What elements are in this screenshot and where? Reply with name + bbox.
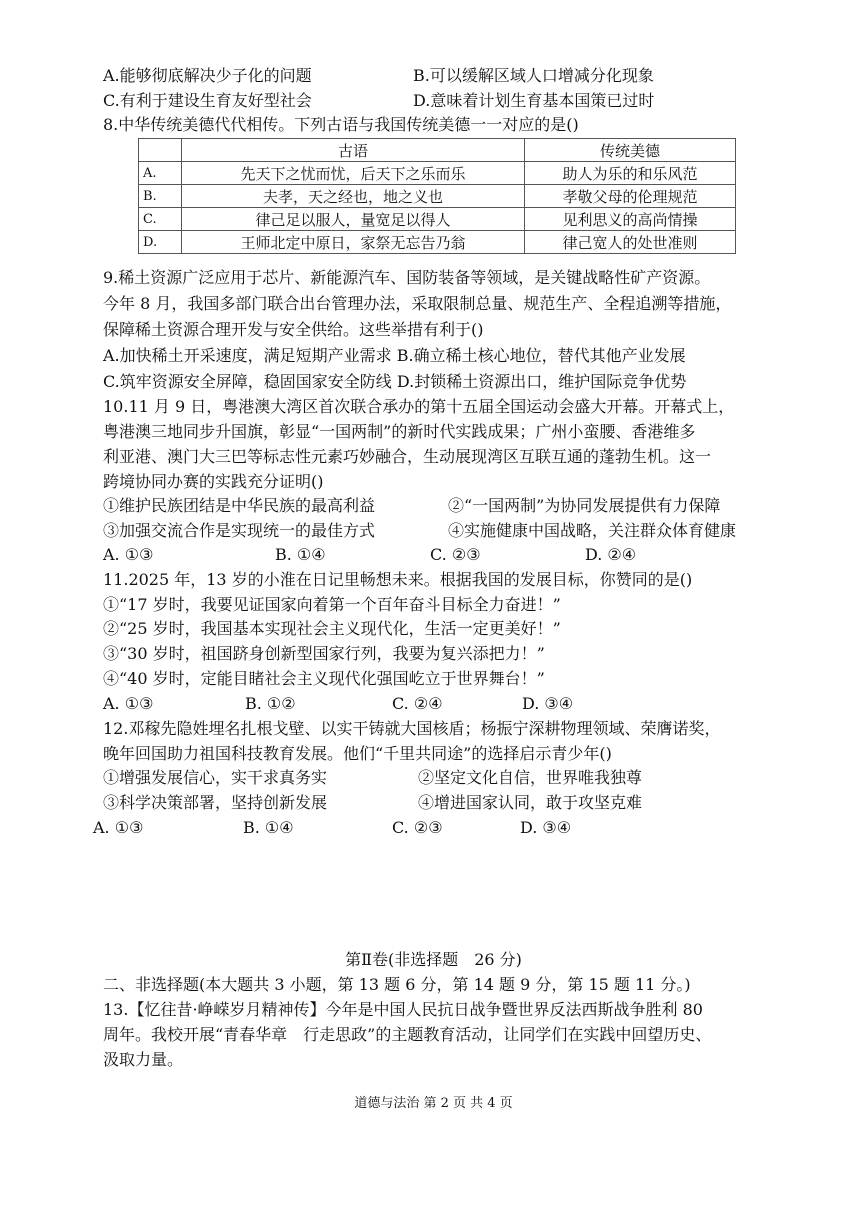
- q9-line: 今年 8 月，我国多部门联合出台管理办法，采取限制总量、规范生产、全程追溯等措施，: [103, 294, 732, 313]
- q10-line: 利亚港、澳门大三巴等标志性元素巧妙融合，生动展现湾区互联互通的蓬勃生机。这一: [103, 447, 712, 466]
- q9-options-cd: C.筑牢资源安全屏障，稳固国家安全防线 D.封锁稀土资源出口，维护国际竞争优势: [103, 372, 687, 391]
- q12-item-4: ④增进国家认同，敢于攻坚克难: [418, 793, 643, 812]
- q8-table: [138, 138, 736, 254]
- q8-stem: 8.中华传统美德代代相传。下列古语与我国传统美德一一对应的是(): [103, 115, 579, 134]
- part2-title: 第Ⅱ卷(非选择题 26 分): [345, 950, 522, 969]
- q11-stem: 11.2025 年，13 岁的小淮在日记里畅想未来。根据我国的发展目标，你赞同的是(): [103, 570, 693, 589]
- q12-choice-a: A. ①③: [93, 818, 144, 837]
- q7-option-c: C.有利于建设生育友好型社会: [103, 91, 312, 110]
- q7-option-d: D.意味着计划生育基本国策已过时: [413, 91, 655, 110]
- row-letter: D.: [139, 231, 182, 254]
- q11-item-3: ③“30 岁时，祖国跻身创新型国家行列，我要为复兴添把力！”: [103, 644, 545, 663]
- q11-item-4: ④“40 岁时，定能目睹社会主义现代化强国屹立于世界舞台！”: [103, 669, 545, 688]
- q12-choice-b: B. ①④: [243, 818, 294, 837]
- q11-choice-d: D. ③④: [522, 694, 574, 713]
- q9-options-ab: A.加快稀土开采速度，满足短期产业需求 B.确立稀土核心地位，替代其他产业发展: [103, 346, 686, 365]
- row-letter: C.: [139, 208, 182, 231]
- row-letter: A.: [139, 162, 182, 185]
- row-virtue: 孝敬父母的伦理规范: [524, 185, 735, 208]
- table-header-row: [139, 139, 736, 162]
- row-saying: 夫孝，天之经也，地之义也: [182, 185, 525, 208]
- table-row: [139, 231, 736, 254]
- q10-line: 跨境协同办赛的实践充分证明(): [103, 472, 324, 491]
- q10-item-4: ④实施健康中国战略，关注群众体育健康: [448, 521, 737, 540]
- row-saying: 王师北定中原日，家祭无忘告乃翁: [182, 231, 525, 254]
- q11-choice-b: B. ①②: [245, 694, 296, 713]
- table-header-saying: 古语: [182, 139, 525, 162]
- q10-choice-b: B. ①④: [275, 545, 326, 564]
- q7-option-b: B.可以缓解区域人口增减分化现象: [413, 66, 654, 85]
- part2-section-heading: 二、非选择题(本大题共 3 小题，第 13 题 6 分，第 14 题 9 分，第 15 题 11 分。): [103, 975, 691, 994]
- row-virtue: 律己宽人的处世准则: [524, 231, 735, 254]
- q7-option-a: A.能够彻底解决少子化的问题: [103, 66, 312, 85]
- q12-choice-c: C. ②③: [392, 818, 443, 837]
- table-row: [139, 208, 736, 231]
- q12-item-3: ③科学决策部署，坚持创新发展: [103, 793, 328, 812]
- q9-line: 保障稀土资源合理开发与安全供给。这些举措有利于(): [103, 320, 484, 339]
- page-footer: 道德与法治 第 2 页 共 4 页: [354, 1096, 513, 1111]
- q10-choice-a: A. ①③: [103, 545, 154, 564]
- row-virtue: 助人为乐的和乐风范: [524, 162, 735, 185]
- row-saying: 律己足以服人，量宽足以得人: [182, 208, 525, 231]
- q10-line: 10.11 月 9 日，粤港澳大湾区首次联合承办的第十五届全国运动会盛大开幕。开幕式上，: [103, 397, 735, 416]
- q12-line: 12.邓稼先隐姓埋名扎根戈壁、以实干铸就大国核盾；杨振宁深耕物理领域、荣膺诺奖，: [103, 719, 721, 738]
- table-cell: [139, 139, 182, 162]
- row-letter: B.: [139, 185, 182, 208]
- table-header-virtue: 传统美德: [524, 139, 735, 162]
- table-row: [139, 185, 736, 208]
- q13-line: 汲取力量。: [103, 1050, 184, 1069]
- q11-item-1: ①“17 岁时，我要见证国家向着第一个百年奋斗目标全力奋进！”: [103, 595, 561, 614]
- q12-choice-d: D. ③④: [520, 818, 572, 837]
- q10-choice-d: D. ②④: [585, 545, 637, 564]
- q13-line: 13.【忆往昔·峥嵘岁月精神传】今年是中国人民抗日战争暨世界反法西斯战争胜利 80: [103, 1000, 703, 1019]
- q12-item-2: ②坚定文化自信，世界唯我独尊: [418, 768, 643, 787]
- q10-item-2: ②“一国两制”为协同发展提供有力保障: [448, 496, 721, 515]
- q10-item-3: ③加强交流合作是实现统一的最佳方式: [103, 521, 376, 540]
- q11-item-2: ②“25 岁时，我国基本实现社会主义现代化，生活一定更美好！”: [103, 619, 561, 638]
- row-virtue: 见利思义的高尚情操: [524, 208, 735, 231]
- q12-line: 晚年回国助力祖国科技教育发展。他们“千里共同途”的选择启示青少年(): [103, 744, 612, 763]
- q10-choice-c: C. ②③: [430, 545, 481, 564]
- q10-line: 粤港澳三地同步升国旗，彰显“一国两制”的新时代实践成果；广州小蛮腰、香港维多: [103, 422, 696, 441]
- q13-line: 周年。我校开展“青春华章 行走思政”的主题教育活动，让同学们在实践中回望历史、: [103, 1025, 712, 1044]
- row-saying: 先天下之忧而忧，后天下之乐而乐: [182, 162, 525, 185]
- q11-choice-a: A. ①③: [103, 694, 154, 713]
- q12-item-1: ①增强发展信心，实干求真务实: [103, 768, 328, 787]
- q10-item-1: ①维护民族团结是中华民族的最高利益: [103, 496, 376, 515]
- table-row: [139, 162, 736, 185]
- q11-choice-c: C. ②④: [392, 694, 443, 713]
- q9-line: 9.稀土资源广泛应用于芯片、新能源汽车、国防装备等领域，是关键战略性矿产资源。: [103, 268, 711, 287]
